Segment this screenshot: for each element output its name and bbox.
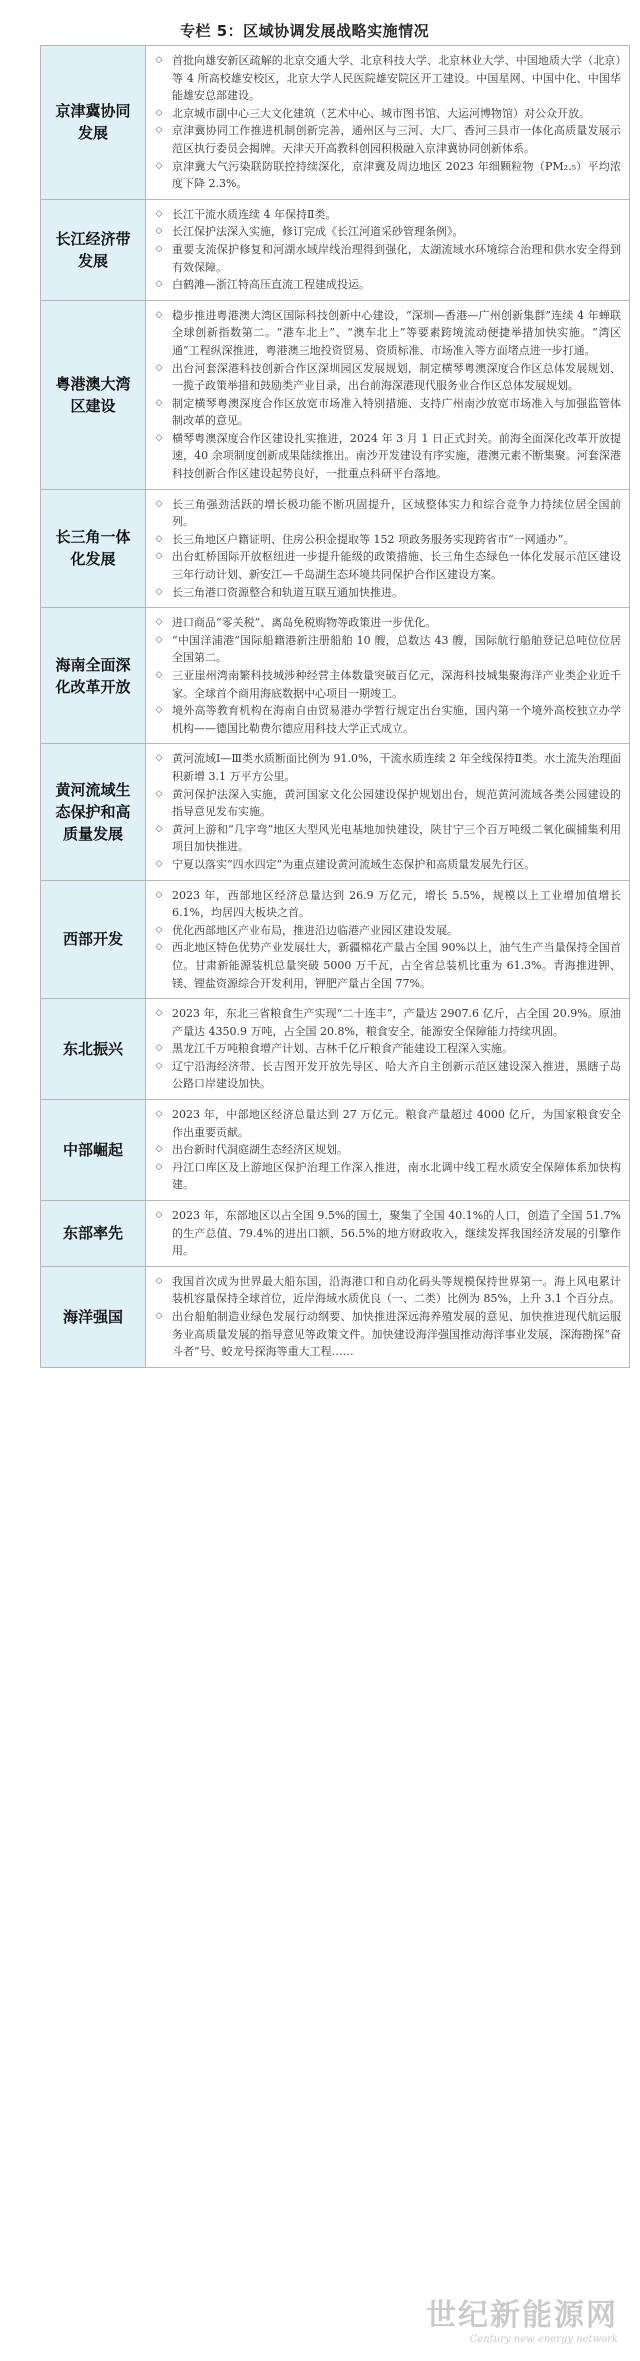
list-item (152, 1273, 621, 1308)
list-item (152, 821, 621, 856)
item-text: 黄河上游和“几字弯”地区大型风光电基地加快建设，陕甘宁三个百万吨级二氧化碳捕集利用项目加快推进。 (172, 822, 621, 854)
item-text: 出台新时代洞庭湖生态经济区规划。 (172, 1143, 348, 1157)
section-items (146, 1100, 629, 1200)
list-item (152, 1058, 621, 1093)
list-item (152, 1159, 621, 1194)
item-text: 宁夏以落实“四水四定”为重点建设黄河流域生态保护和高质量发展先行区。 (172, 857, 536, 871)
section-row (40, 1267, 630, 1368)
item-text: 北京城市副中心三大文化建筑（艺术中心、城市图书馆、大运河博物馆）对公众开放。 (172, 106, 590, 120)
section-items (146, 881, 629, 999)
diamond-bullet-icon: ◇ (155, 125, 163, 136)
diamond-bullet-icon: ◇ (155, 634, 163, 645)
section-title: 长三角一体化发展 (41, 490, 146, 608)
diamond-bullet-icon: ◇ (155, 362, 163, 373)
item-text: 出台船舶制造业绿色发展行动纲要、加快推进深远海养殖发展的意见、加快推进现代航运服务业高质量发展的指导意见等政策文件。加快建设海洋强国推动海洋事业发展，深海勘探“奋斗者”号、蛟龙号探海等重大工程…… (172, 1310, 621, 1359)
diamond-bullet-icon: ◇ (155, 208, 163, 219)
section-row (40, 490, 630, 609)
list-item (152, 1207, 621, 1260)
item-text: 出台河套深港科技创新合作区深圳园区发展规划，制定横琴粤澳深度合作区总体发展规划、一揽子政策举措和鼓励类产业目录，出台前海深港现代服务业合作区总体发展规划。 (172, 361, 621, 393)
list-item (152, 1106, 621, 1141)
list-item (152, 667, 621, 702)
list-item (152, 158, 621, 193)
diamond-bullet-icon: ◇ (155, 705, 163, 716)
diamond-bullet-icon: ◇ (155, 1109, 163, 1120)
item-text: 三亚崖州湾南繁科技城涉种经营主体数量突破百亿元，深海科技城集聚海洋产业类企业近千家。全球首个商用海底数据中心项目一期竣工。 (172, 669, 621, 700)
strategy-table (40, 45, 630, 1368)
list-item (152, 430, 621, 483)
item-text: 横琴粤澳深度合作区建设扎实推进，2024 年 3 月 1 日正式封关。前海全面深化改革开放提速，40 余项制度创新成果陆续推出。南沙开发建设有序实施，港澳元素不断集聚。河套深港科技创新合作区建设起势良好，一批重点科研平台落地。 (172, 431, 621, 481)
diamond-bullet-icon: ◇ (155, 617, 163, 628)
section-row (40, 744, 630, 880)
section-items (146, 608, 629, 743)
item-text: 黄河保护法深入实施，黄河国家文化公园建设保护规划出台，规范黄河流域各类公园建设的指导意见发布实施。 (172, 787, 621, 819)
item-text: 我国首次成为世界最大船东国，沿海港口和自动化码头等规模保持世界第一。海上风电累计装机容量保持全球首位，近岸海域水质优良（一、二类）比例为 85%，上升 3.1 个百分点。 (172, 1274, 621, 1306)
diamond-bullet-icon: ◇ (155, 551, 163, 562)
diamond-bullet-icon: ◇ (155, 858, 163, 869)
list-item (152, 702, 621, 737)
list-item (152, 548, 621, 583)
list-item (152, 922, 621, 940)
item-text: 长三角地区户籍证明、住房公积金提取等 152 项政务服务实现跨省市“一网通办”。 (172, 532, 575, 546)
section-title: 西部开发 (41, 881, 146, 999)
item-text: 2023 年，东部地区以占全国 9.5%的国土，聚集了全国 40.1%的人口，创造了全国 51.7%的生产总值、79.4%的进出口额、56.5%的地方财政收入，继续发挥我国经济发展的引擎作用。 (172, 1209, 621, 1258)
diamond-bullet-icon: ◇ (155, 397, 163, 408)
list-item (152, 856, 621, 874)
diamond-bullet-icon: ◇ (155, 942, 163, 953)
list-item (152, 1308, 621, 1361)
item-text: 白鹤滩—浙江特高压直流工程建成投运。 (172, 278, 370, 292)
diamond-bullet-icon: ◇ (155, 279, 163, 290)
diamond-bullet-icon: ◇ (155, 243, 163, 254)
list-item (152, 122, 621, 157)
diamond-bullet-icon: ◇ (155, 823, 163, 834)
list-item (152, 786, 621, 821)
list-item (152, 276, 621, 294)
item-text: 长江干流水质连续 4 年保持Ⅱ类。 (172, 207, 337, 221)
item-text: 重要支流保护修复和河湖水域岸线治理得到强化，太湖流域水环境综合治理和供水安全得到有效保障。 (172, 242, 621, 274)
item-text: “中国洋浦港”国际船籍港新注册船舶 10 艘，总数达 43 艘，国际航行船舶登记总吨位位居全国第二。 (172, 633, 621, 665)
list-item (152, 360, 621, 395)
section-items (146, 46, 629, 199)
section-title: 京津冀协同发展 (41, 46, 146, 199)
section-row (40, 608, 630, 744)
diamond-bullet-icon: ◇ (155, 1008, 163, 1019)
item-text: 进口商品“零关税”、离岛免税购物等政策进一步优化。 (172, 616, 437, 630)
item-text: 辽宁沿海经济带、长吉图开发开放先导区、哈大齐自主创新示范区建设深入推进，黑瞎子岛公路口岸建设加快。 (172, 1059, 621, 1091)
list-item (152, 307, 621, 360)
list-item (152, 52, 621, 105)
diamond-bullet-icon: ◇ (155, 432, 163, 443)
list-item (152, 1141, 621, 1159)
item-text: 出台虹桥国际开放枢纽进一步提升能级的政策措施、长三角生态绿色一体化发展示范区建设三年行动计划、新安江—千岛湖生态环境共同保护合作区建设方案。 (172, 550, 621, 582)
column-title: 专栏 5：区域协调发展战略实施情况 (180, 22, 430, 40)
diamond-bullet-icon: ◇ (155, 753, 163, 764)
diamond-bullet-icon: ◇ (155, 1161, 163, 1172)
section-items (146, 301, 629, 489)
item-text: 2023 年，西部地区经济总量达到 26.9 万亿元，增长 5.5%，规模以上工业增加值增长 6.1%，均居四大板块之首。 (172, 888, 621, 920)
diamond-bullet-icon: ◇ (155, 107, 163, 118)
diamond-bullet-icon: ◇ (155, 55, 163, 65)
list-item (152, 1005, 621, 1040)
list-item (152, 887, 621, 922)
item-text: 制定横琴粤澳深度合作区放宽市场准入特别措施、支持广州南沙放宽市场准入与加强监管体制改革的意见。 (172, 396, 621, 428)
item-text: 西北地区特色优势产业发展壮大，新疆棉花产量占全国 90%以上，油气生产当量保持全国首位。甘肃新能源装机总量突破 5000 万千瓦，占全省总装机比重为 61.3%。青海推进钾、镁、锂盐资源综合开发利用，钾肥产量占全国 77%。 (172, 941, 621, 990)
list-item (152, 1040, 621, 1058)
section-title: 东部率先 (41, 1201, 146, 1266)
section-row (40, 881, 630, 1000)
section-items (146, 999, 629, 1099)
watermark-sub: Century new energy network (469, 2334, 618, 2345)
diamond-bullet-icon: ◇ (155, 1275, 163, 1286)
list-item (152, 614, 621, 632)
diamond-bullet-icon: ◇ (155, 1311, 163, 1321)
section-title: 黄河流域生态保护和高质量发展 (41, 744, 146, 879)
section-title: 中部崛起 (41, 1100, 146, 1200)
section-title: 海洋强国 (41, 1267, 146, 1367)
list-item (152, 632, 621, 667)
item-text: 境外高等教育机构在海南自由贸易港办学暂行规定出台实施，国内第一个境外高校独立办学机构——德国比勒费尔德应用科技大学正式成立。 (172, 704, 621, 735)
diamond-bullet-icon: ◇ (155, 788, 163, 799)
list-item (152, 206, 621, 224)
diamond-bullet-icon: ◇ (155, 1043, 163, 1054)
item-text: 2023 年，中部地区经济总量达到 27 万亿元。粮食产量超过 4000 亿斤，为国家粮食安全作出重要贡献。 (172, 1108, 621, 1139)
item-text: 黑龙江千万吨粮食增产计划、吉林千亿斤粮食产能建设工程深入实施。 (172, 1042, 513, 1056)
list-item (152, 939, 621, 992)
item-text: 黄河流域Ⅰ—Ⅲ类水质断面比例为 91.0%，干流水质连续 2 年全线保持Ⅱ类。水土流失治理面积新增 3.1 万平方公里。 (172, 752, 621, 783)
section-title: 长江经济带发展 (41, 200, 146, 300)
list-item (152, 105, 621, 123)
section-items (146, 490, 629, 608)
list-item (152, 584, 621, 602)
item-text: 优化西部地区产业布局，推进沿边临港产业园区建设发展。 (172, 923, 458, 937)
diamond-bullet-icon: ◇ (155, 586, 163, 597)
section-items (146, 1267, 629, 1367)
section-title: 粤港澳大湾区建设 (41, 301, 146, 489)
diamond-bullet-icon: ◇ (155, 1144, 163, 1155)
item-text: 2023 年，东北三省粮食生产实现“二十连丰”，产量达 2907.6 亿斤，占全国 20.9%。原油产量达 4350.9 万吨，占全国 20.8%，粮食安全、能源安全保障能力持续巩固。 (172, 1007, 621, 1038)
item-text: 稳步推进粤港澳大湾区国际科技创新中心建设，“深圳—香港—广州创新集群”连续 4 年蝉联全球创新指数第二。“港车北上”、“澳车北上”等要素跨境流动便捷举措加快实施。“湾区通”工程纵深推进，粤港澳三地投资贸易、资质标准、市场准入等方面堵点进一步打通。 (172, 308, 621, 357)
item-text: 首批向雄安新区疏解的北京交通大学、北京科技大学、北京林业大学、中国地质大学（北京）等 4 所高校雄安校区，北京大学人民医院雄安院区开工建设。中国星网、中国中化、中国华能雄安总部建设。 (172, 54, 621, 103)
diamond-bullet-icon: ◇ (155, 226, 163, 237)
watermark-main: 世纪新能源网 (426, 2298, 618, 2333)
watermark (426, 2290, 618, 2345)
diamond-bullet-icon: ◇ (155, 160, 163, 171)
diamond-bullet-icon: ◇ (155, 889, 163, 900)
list-item (152, 395, 621, 430)
section-row (40, 1201, 630, 1267)
item-text: 长江保护法深入实施，修订完成《长江河道采砂管理条例》。 (172, 225, 464, 239)
diamond-bullet-icon: ◇ (155, 670, 163, 680)
item-text: 长三角港口资源整合和轨道互联互通加快推进。 (172, 585, 403, 599)
item-text: 长三角强劲活跃的增长极功能不断巩固提升，区域整体实力和综合竞争力持续位居全国前列。 (172, 497, 621, 529)
diamond-bullet-icon: ◇ (155, 533, 163, 544)
diamond-bullet-icon: ◇ (155, 498, 163, 509)
diamond-bullet-icon: ◇ (155, 924, 163, 935)
section-row (40, 46, 630, 200)
diamond-bullet-icon: ◇ (155, 309, 163, 320)
item-text: 丹江口库区及上游地区保护治理工作深入推进，南水北调中线工程水质安全保障体系加快构建。 (172, 1160, 621, 1192)
item-text: 京津冀协同工作推进机制创新完善，通州区与三河、大厂、香河三县市一体化高质量发展示范区执行委员会揭牌。天津天开高教科创园积极融入京津冀协同创新体系。 (172, 124, 621, 155)
list-item (152, 531, 621, 549)
section-row (40, 301, 630, 490)
diamond-bullet-icon: ◇ (155, 1060, 163, 1071)
section-title: 海南全面深化改革开放 (41, 608, 146, 743)
section-title: 东北振兴 (41, 999, 146, 1099)
section-row (40, 200, 630, 301)
item-text: 京津冀大气污染联防联控持续深化，京津冀及周边地区 2023 年细颗粒物（PM₂.₅）平均浓度下降 2.3%。 (172, 159, 621, 191)
section-row (40, 1100, 630, 1201)
section-items (146, 744, 629, 879)
list-item (152, 496, 621, 531)
list-item (152, 241, 621, 276)
section-items (146, 1201, 629, 1266)
diamond-bullet-icon: ◇ (155, 1210, 163, 1221)
section-row (40, 999, 630, 1100)
list-item (152, 223, 621, 241)
section-items (146, 200, 629, 300)
list-item (152, 750, 621, 785)
